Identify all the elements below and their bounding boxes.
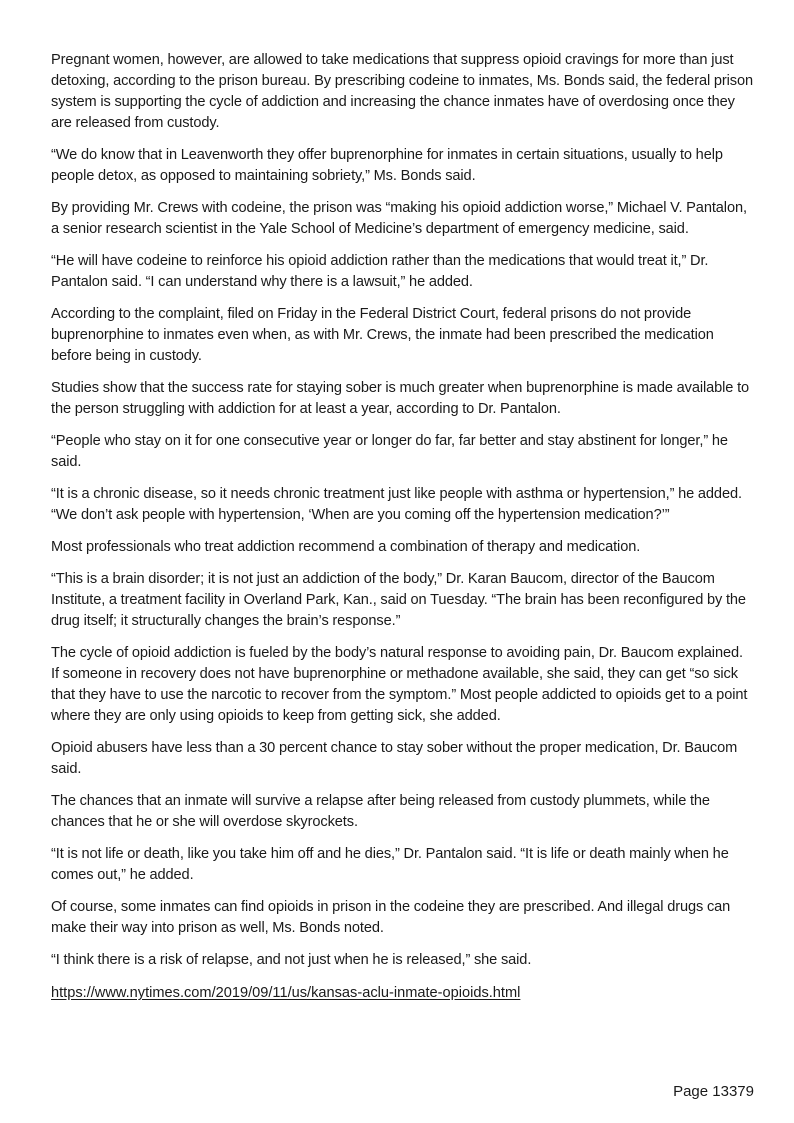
paragraph: “People who stay on it for one consecutive year or longer do far, far better and stay abstinent for longer,” he said. [51, 433, 728, 470]
paragraph: Studies show that the success rate for staying sober is much greater when buprenorphine is made available to the person struggling with addiction for at least a year, according to Dr. Pantalon. [51, 380, 750, 417]
paragraph: “It is a chronic disease, so it needs chronic treatment just like people with asthma or hypertension,” he added. “We don’t ask people with hypertension, ‘When are you coming off the hypertension medication?’” [51, 486, 742, 523]
paragraph: By providing Mr. Crews with codeine, the prison was “making his opioid addiction worse,” Michael V. Pantalon, a senior research scientist in the Yale School of Medicine’s department of emergency medicine, said. [51, 200, 747, 237]
paragraph: Pregnant women, however, are allowed to take medications that suppress opioid cravings for more than just detoxing, according to the prison bureau. By prescribing codeine to inmates, Ms. Bonds said, the federal prison system is supporting the cycle of addiction and increasing the chance inmates have of overdosing once they are released from custody. [51, 52, 754, 131]
paragraph: Opioid abusers have less than a 30 percent chance to stay sober without the proper medication, Dr. Baucom said. [51, 740, 738, 777]
page-number: Page 13379 [673, 1083, 754, 1100]
paragraph: According to the complaint, filed on Friday in the Federal District Court, federal prisons do not provide buprenorphine to inmates even when, as with Mr. Crews, the inmate had been prescribed the medication before being in custody. [51, 306, 714, 364]
paragraph: “I think there is a risk of relapse, and not just when he is released,” she said. [51, 952, 532, 968]
article-body [51, 50, 753, 1004]
paragraph: The cycle of opioid addiction is fueled by the body’s natural response to avoiding pain, Dr. Baucom explained. If someone in recovery does not have buprenorphine or methadone available, she said, they can get “so sick that they have to use the narcotic to recover from the symptom.” Most people addicted to opioids get to a point where they are only using opioids to keep from getting sick, she added. [51, 645, 748, 724]
paragraph: “He will have codeine to reinforce his opioid addiction rather than the medications that would treat it,” Dr. Pantalon said. “I can understand why there is a lawsuit,” he added. [51, 253, 709, 290]
paragraph: Most professionals who treat addiction recommend a combination of therapy and medication. [51, 539, 641, 555]
paragraph: “We do know that in Leavenworth they offer buprenorphine for inmates in certain situations, usually to help people detox, as opposed to maintaining sobriety,” Ms. Bonds said. [51, 147, 723, 184]
paragraph: The chances that an inmate will survive a relapse after being released from custody plummets, while the chances that he or she will overdose skyrockets. [51, 793, 710, 830]
paragraph: “It is not life or death, like you take him off and he dies,” Dr. Pantalon said. “It is life or death mainly when he comes out,” he added. [51, 846, 729, 883]
paragraph: Of course, some inmates can find opioids in prison in the codeine they are prescribed. And illegal drugs can make their way into prison as well, Ms. Bonds noted. [51, 899, 731, 936]
paragraph: “This is a brain disorder; it is not just an addiction of the body,” Dr. Karan Baucom, director of the Baucom Institute, a treatment facility in Overland Park, Kan., said on Tuesday. “The brain has been reconfigured by the drug itself; it structurally changes the brain’s response.” [51, 571, 746, 629]
source-link[interactable]: https://www.nytimes.com/2019/09/11/us/kansas-aclu-inmate-opioids.html [51, 985, 521, 1001]
